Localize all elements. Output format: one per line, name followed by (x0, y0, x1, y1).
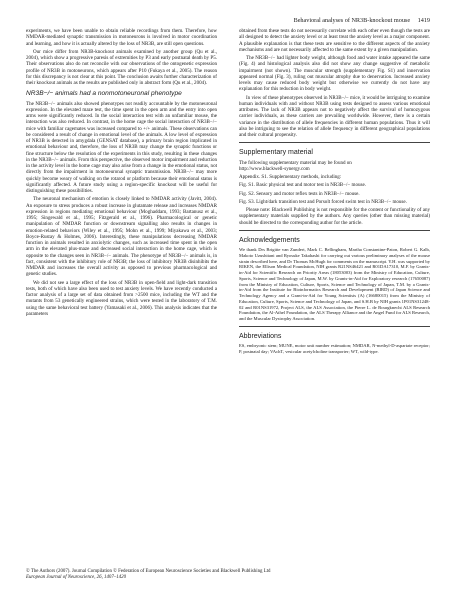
running-title: Behavioral analyses of NR3B-knockout mouse (293, 17, 411, 24)
supplementary-link[interactable]: http://www.blackwell-synergy.com (239, 165, 310, 172)
section-divider (239, 142, 430, 143)
left-column (26, 28, 217, 319)
paragraph: In view of these phenotypes observed in NR3B−/− mice, it would be intriguing to examine human individuals with and without NR3B using tests designed to assess various emotional attributes. The lack of NR3B appears not to negatively affect the survival of homozygous carrier individuals, as these carriers are prevailing worldwide. However, there is a certain variance in the distribution of allele frequencies in different human populations. Thus it will also be intriguing to see the relation of allele frequency in different geographical populations and their cultural propensity. (239, 94, 430, 138)
page-footer (26, 569, 326, 581)
section-heading: NR3B−/− animals had a nonmotoneuronal phenotype (26, 90, 182, 98)
supplementary-item: Fig. S1. Basic physical test and motor test in NR3B−/− mouse. (239, 182, 366, 189)
paragraph: We did not see a large effect of the loss of NR3B in open-field and light-dark transition tests, both of which have also been used to test anxiety levels. We have recently conducted a factor analysis of a large set of data obtained from >2500 mice, including the WT and the mutants from 53 genetically engineered strains, which were tested in the laboratory of T.M. using the same behavioral test battery (Yamasaki et al., 2006). This analysis indicates that the parameters (26, 279, 217, 317)
abbreviations-text: ES, embryonic stem; MUNE, motor unit number estimation; NMDAR, N-methyl-D-aspartate receptor; P, postnatal day; VAchT, vesicular acetylcholine transporter; WT, wild-type. (239, 343, 430, 354)
supplementary-note: Please note: Blackwell Publishing is not responsible for the content or functionality of any supplementary materials supplied by the authors. Any queries (other than missing material) should be directed to the corresponding author for the article. (239, 207, 430, 226)
paragraph: The neuronal mechanism of emotion is closely linked to NMDAR activity (Javitt, 2004). An exposure to stress produces a robust increase in glutamate release and increases NMDAR expression in regions mediating emotional behaviour (Moghaddam, 1993; Bartanusz et al., 1995; Singewald et al., 1995; Fitzgerald et al., 1996). Pharmacological or genetic manipulation of NMDAR function or downstream signalling also results in changes in emotion-related behaviors (Wiley et al., 1995; Mohn et al., 1999; Miyakawa et al., 2003; Boyce-Rustay & Holmes, 2006). Interestingly, these manipulations decreasing NMDAR function in animals resulted in anxiolytic changes, such as increased time spent in the open arm in the elevated plus-maze and decreased social interaction in the home cage, which is opposite to the changes seen in NR3B−/− animals. The phenotype of NR3B−/− animals is, in fact, consistent with the inhibitory role of NR3B; the loss of inhibitory NR3B disinhibits the NMDAR and increases the overall activity as opposed to previous pharmacological and genetic studies. (26, 196, 217, 278)
paragraph: obtained from these tests do not necessarily correlate with each other even though the tests are all designed to detect the anxiety level or at least treat the anxiety level as a major component. A plausible explanation is that these tests are sensitive to the different aspects of the anxiety mechanisms and are not necessarily affected to the same extent by a given manipulation. (239, 28, 430, 53)
copyright-line: © The Authors (2007). Journal Compilation © Federation of European Neuroscience Societies and Blackwell Publishing Ltd (26, 569, 271, 574)
supplementary-item: Fig. S2. Sensory and motor reflex tests in NR3B−/− mouse. (239, 190, 360, 197)
journal-citation: European Journal of Neuroscience, 26, 1407–1420 (26, 575, 127, 581)
abbreviations-heading: Abbreviations (239, 332, 282, 340)
paragraph: The NR3B−/− animals also showed phenotypes not readily accountable by the motoneuronal expression. In the elevated maze test, the time spent in the open arm and the entry into open arms were significantly reduced. In the social interaction test with an unfamiliar mouse, the interaction was also reduced. In contrast, in the home cage the social interaction of NR3B−/− mice with familiar cagemates was increased compared to +/+ animals. These observations can be considered a result of change in emotional level of the animals. A low level of expression of NR3B is detected in amygdala (GENSAT database), a primary brain region implicated in emotional behaviour and, therefore, the loss of NR3B may change the synaptic functions or fine structure below the resolution of the experiments in this study, resulting in these changes in the NR3B−/− animals. From this perspective, the observed motor impairment and reduction in the activity level in the home cage may also arise from a change in the emotional status, not directly from the impairment in motoneuronal synaptic transmission. NR3B−/− may more quickly become weary of walking on the rotarod or platform because their emotional status is significantly affected. A future study using a region-specific knockout will be useful for distinguishing these possibilities. (26, 100, 217, 194)
supplementary-item: Fig. S3. Light/dark transition test and Porsolt forced swim test in NR3B−/− mouse. (239, 198, 407, 205)
supplementary-heading: Supplementary material (239, 149, 313, 157)
acknowledgements-text: We thank Drs Brigitte van Zundert, Mark C. Bellingham, Martha Constantine-Paton, Robert G. Kalb, Makoto Uzushitani and Ryosuke Takahashi for carrying out various preliminary analyses of the mouse strain described here, and Dr Thomas McHugh for comments on the manuscript. Y.H. was supported by RIKEN, the Ellison Medical Foundation, NIH grants R21NS46421 and R01DA17310, M.F. by Grants-in-Aid for Scientific Research on Priority Areas (18053003) from the Ministry of Education, Culture, Sports, Science and Technology of Japan, M.W. by Grants-in-Aid for Exploratory research (17650087) from the Ministry of Education, Culture, Sports, Science and Technology of Japan, T.M. by a Grants-in-Aid from the Institute for Bioinformatics Research and Development (BIRD) of Japan Science and Technology Agency and a Grant-in-Aid for Young Scientists (A) (16680015) from the Ministry of Education, Culture, Sports, Science and Technology of Japan, and S.H.B by NIH grants 1P01NS31248-02 and R01NS31972, Project ALS, the ALS Association, the Pierre L. de Bourgknecht ALS Research Foundation, the Al-Athel Foundation, the ALS Therapy Alliance and the Angel Fund for ALS Research, and the Muscular Dystrophy Association. (239, 247, 430, 321)
paragraph: The NR3B−/− had lighter body weight, although food and water intake appeared the same (Fig. 4) and histological analysis also did not show any change suggestive of metabolic impairment (not shown). The muscular strength (supplementary Fig. S1) and innervation appeared normal (Fig. 3), ruling out muscular atrophy due to denervation. Increased anxiety levels may cause reduced body weight but otherwise we currently do not have any explanation for this reduction in body weight. (239, 55, 430, 93)
supplementary-item: Appendix. S1. Supplementary methods, including: (239, 174, 342, 180)
paragraph: Our mice differ from NR3B-knockout animals examined by another group (Qu et al., 2004), which show a progressive paresis of extremities by P3 and early postnatal death by P5. Their observations also do not reconcile with our observations of the ontogenetic expression profile of NR3B in motoneurons, which appears after P10 (Fukaya et al., 2005). The reason for this discrepancy is not clear at this point. The conclusion awaits further characterization of their knockout animals as the results are published only in abstract form (Qu et al., 2004). (26, 48, 217, 86)
section-divider (239, 326, 430, 327)
supplementary-intro: The following supplementary material may be found on http://www.blackwell-synergy.com (239, 159, 352, 172)
page-number: 1419 (417, 17, 430, 24)
paragraph: experiments, we have been unable to obtain reliable recordings from them. Therefore, how NMDAR-mediated synaptic transmission in motoneurons is involved in motor coordination and learning, and how it is actually altered by the loss of NR3B, are still open questions. (26, 28, 217, 47)
section-divider (239, 230, 430, 231)
acknowledgements-heading: Acknowledgements (239, 236, 300, 244)
running-header (26, 17, 430, 25)
right-column (239, 28, 430, 357)
